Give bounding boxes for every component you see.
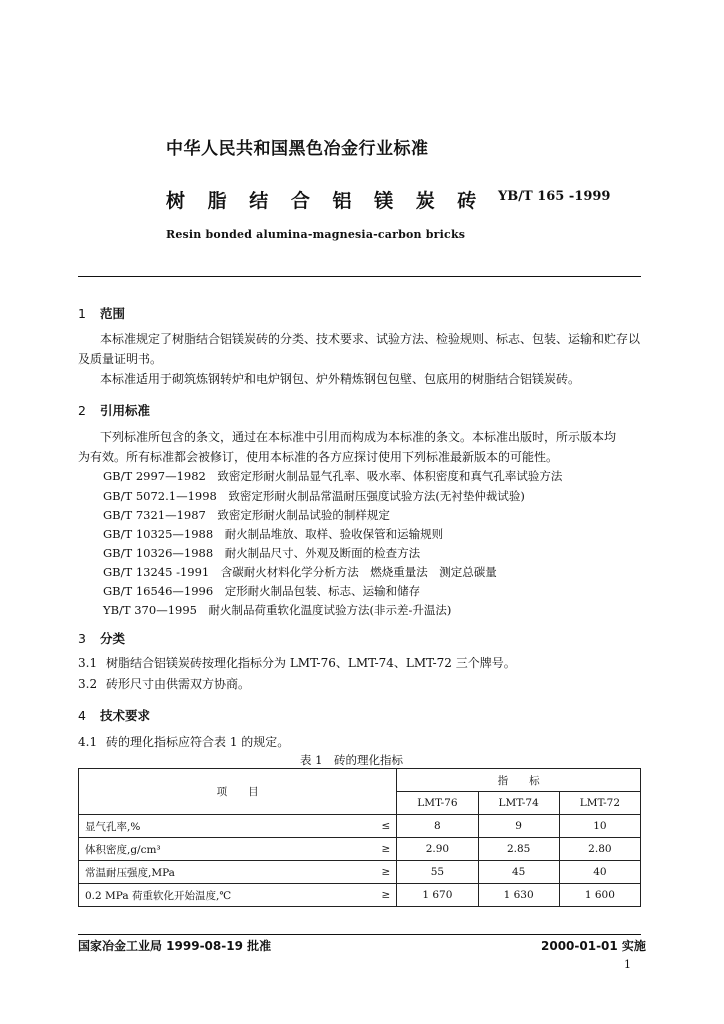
row-value: 9 [478, 815, 559, 838]
row-value: 45 [478, 861, 559, 884]
clause-text: 树脂结合铝镁炭砖按理化指标分为 LMT-76、LMT-74、LMT-72 三个牌号。 [106, 656, 516, 670]
row-value: 1 600 [559, 884, 640, 907]
page-number: 1 [624, 958, 631, 971]
paragraph: 为有效。所有标准都会被修订，使用本标准的各方应探讨使用下列标准最新版本的可能性。 [78, 450, 559, 464]
row-value: 1 670 [397, 884, 478, 907]
reference-item: GB/T 2997—1982 致密定形耐火制品显气孔率、吸水率、体积密度和真气孔率试验方法 [103, 469, 563, 483]
reference-item: GB/T 5072.1—1998 致密定形耐火制品常温耐压强度试验方法(无衬垫仲裁试验) [103, 489, 525, 503]
grade-cell: LMT-74 [478, 792, 559, 815]
row-symbol: ≥ [364, 861, 397, 884]
clause-number: 3.2 [78, 677, 98, 691]
row-symbol: ≤ [364, 815, 397, 838]
clause-text: 砖的理化指标应符合表 1 的规定。 [106, 735, 290, 749]
properties-table [78, 768, 641, 907]
row-value: 2.80 [559, 838, 640, 861]
clause-number: 3.1 [78, 656, 98, 670]
reference-item: GB/T 16546—1996 定形耐火制品包装、标志、运输和储存 [103, 584, 421, 598]
reference-item: GB/T 13245 -1991 含碳耐火材料化学分析方法 燃烧重量法 测定总碳量 [103, 565, 497, 579]
section-4-heading [78, 706, 150, 724]
row-item: 常温耐压强度,MPa [79, 861, 365, 884]
section-title: 分类 [100, 631, 126, 646]
clause-number: 4.1 [78, 735, 98, 749]
section-3-heading [78, 629, 125, 647]
standard-body-heading: 中华人民共和国黑色冶金行业标准 [166, 139, 429, 159]
section-title: 引用标准 [100, 403, 151, 418]
clause [78, 735, 289, 749]
paragraph: 本标准规定了树脂结合铝镁炭砖的分类、技术要求、试验方法、检验规则、标志、包装、运输和贮存以 [100, 332, 641, 346]
row-value: 2.85 [478, 838, 559, 861]
row-item: 0.2 MPa 荷重软化开始温度,℃ [79, 884, 365, 907]
row-value: 2.90 [397, 838, 478, 861]
header-index: 指 标 [397, 769, 641, 792]
footer-divider [78, 934, 641, 935]
section-2-heading [78, 401, 150, 419]
row-value: 10 [559, 815, 640, 838]
row-symbol: ≥ [364, 838, 397, 861]
header-divider [78, 276, 641, 277]
paragraph: 本标准适用于砌筑炼钢转炉和电炉钢包、炉外精炼钢包包壁、包底用的树脂结合铝镁炭砖。 [100, 372, 581, 386]
standard-code: YB/T 165 -1999 [498, 189, 611, 204]
section-title: 范围 [100, 306, 126, 321]
section-number: 4 [78, 708, 86, 723]
clause [78, 656, 516, 670]
english-title: Resin bonded alumina-magnesia-carbon bricks [166, 228, 466, 241]
section-number: 3 [78, 631, 86, 646]
section-number: 1 [78, 306, 86, 321]
clause [78, 677, 250, 691]
section-1-heading [78, 304, 125, 322]
row-value: 8 [397, 815, 478, 838]
table-header-row [79, 769, 641, 792]
section-title: 技术要求 [100, 708, 151, 723]
paragraph: 下列标准所包含的条文，通过在本标准中引用而构成为本标准的条文。本标准出版时，所示版本均 [100, 430, 617, 444]
document-title: 树 脂 结 合 铝 镁 炭 砖 [166, 190, 485, 212]
effective-date: 2000-01-01 实施 [541, 939, 646, 953]
table-row [79, 861, 641, 884]
paragraph: 及质量证明书。 [78, 352, 163, 366]
table-row [79, 884, 641, 907]
header-item: 项 目 [79, 769, 397, 815]
issuer-approval: 国家冶金工业局 1999-08-19 批准 [78, 939, 272, 953]
reference-item: GB/T 7321—1987 致密定形耐火制品试验的制样规定 [103, 508, 390, 522]
row-value: 1 630 [478, 884, 559, 907]
grade-cell: LMT-72 [559, 792, 640, 815]
clause-text: 砖形尺寸由供需双方协商。 [106, 677, 251, 691]
grade-cell: LMT-76 [397, 792, 478, 815]
reference-item: GB/T 10326—1988 耐火制品尺寸、外观及断面的检查方法 [103, 546, 421, 560]
row-value: 55 [397, 861, 478, 884]
row-value: 40 [559, 861, 640, 884]
row-item: 显气孔率,% [79, 815, 365, 838]
section-number: 2 [78, 403, 86, 418]
reference-item: YB/T 370—1995 耐火制品荷重软化温度试验方法(非示差-升温法) [103, 603, 452, 617]
row-symbol: ≥ [364, 884, 397, 907]
row-item: 体积密度,g/cm³ [79, 838, 365, 861]
table-caption: 表 1 砖的理化指标 [300, 753, 403, 767]
reference-item: GB/T 10325—1988 耐火制品堆放、取样、验收保管和运输规则 [103, 527, 444, 541]
table-row [79, 815, 641, 838]
table-row [79, 838, 641, 861]
